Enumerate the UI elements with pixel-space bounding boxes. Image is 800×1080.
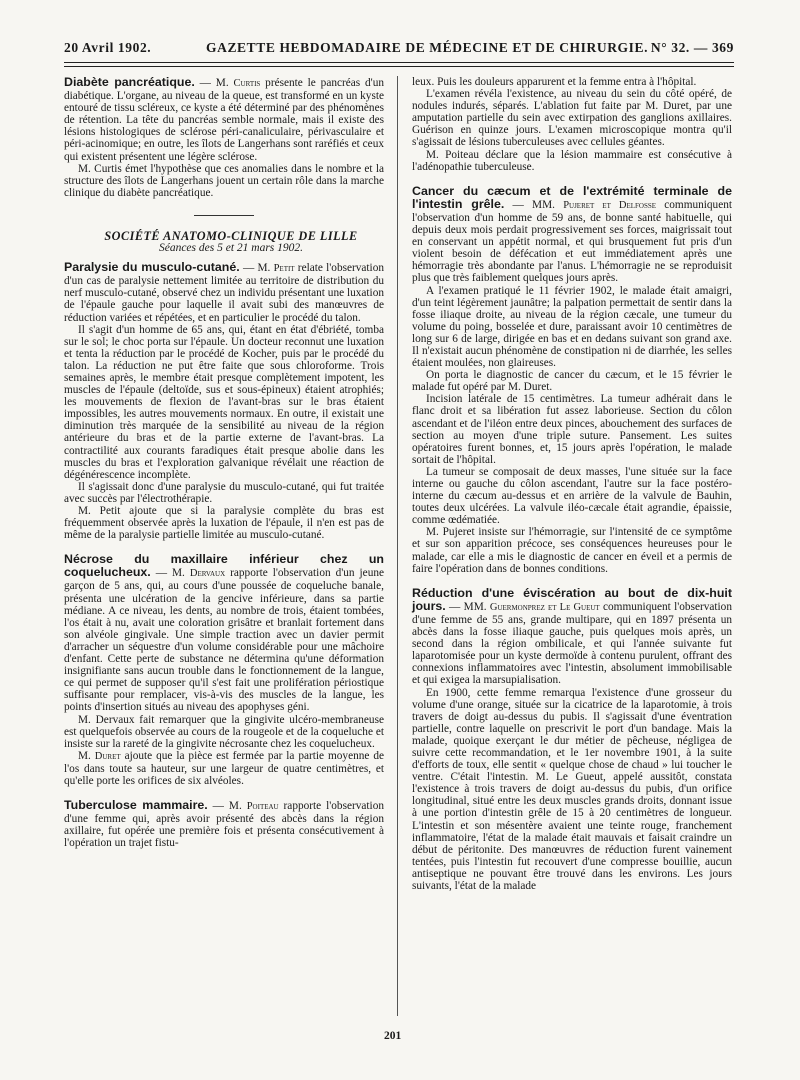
article-title-cancer: Cancer du cæcum et de l'extrémité terminale de l'intestin grêle.	[412, 183, 732, 211]
article-title-eviscer: Réduction d'une éviscération au bout de dix-huit jours.	[412, 585, 732, 613]
article-necrose-intro	[64, 553, 384, 713]
text-run: ajoute que la pièce est fermée par la partie moyenne de l'os dans toute sa hauteur, sur une largeur de quatre centimètres, et qu'elle porte les orifices de six alvéoles.	[64, 749, 384, 787]
paragraph	[64, 750, 384, 787]
text-run: rapporte l'observation d'une femme qui, après avoir présenté des abcès dans la région axillaire, fut opérée une première fois et présenta consécutivement à l'opération un trajet fistu-	[64, 800, 384, 850]
article-title-necrose: Nécrose du maxillaire inférieur chez un coquelucheux.	[64, 552, 384, 580]
text-run: communiquent l'observation d'une femme de 55 ans, grande multipare, qui en 1897 présenta un abcès dans la fosse iliaque gauche, puis quelques mois après, un second dans la région ombilicale, et qui l'année suivante fut laparotomisée pour un kyste dermoïde à contenu purulent, offrant des connexions inflammatoires avec l'intestin, absolument immobilisable et qui exigea la marsupialisation.	[412, 600, 732, 687]
paragraph: Incision latérale de 15 centimètres. La tumeur adhérait dans le flanc droit et sa libération fut assez laborieuse. Section du côlon ascendant et de l'iléon entre deux pinces, abouchement des surfaces de section au moyen d'une triple suture. Pansement. Les suites opératoires furent bonnes, et, 15 jours après l'opération, le malade sortait de l'hôpital.	[412, 393, 732, 466]
text-run: — M.	[194, 77, 234, 89]
text-run: relate l'observation d'un cas de paralysie nettement limitée au territoire de distribution du nerf musculo-cutané, observé chez un individu présentant une luxation de l'épaule gauche pour laquelle il avait subi des manœuvres de réduction variées et répétées, et en particulier le procédé du talon.	[64, 262, 384, 324]
article-title-tuberculose: Tuberculose mammaire.	[64, 798, 208, 813]
text-run: présente le pancréas d'un diabétique. L'organe, au niveau de la queue, est transformé en un kyste entouré de tissu scléreux, ce kyste a été déterminé par des phénomènes de rétention. La tête du pancréas semble normale, mais il existe des lésions histologiques de sclérose péri-canaliculaire, périvasculaire et péri-acinomique; en outre, les îlots de Langerhans sont raréfiés et ceux qui existent présentent une légère sclérose.	[64, 77, 385, 163]
society-sessions: Séances des 5 et 21 mars 1902.	[158, 242, 304, 255]
article-tuberculose-intro	[64, 799, 384, 849]
article-diabete-intro	[64, 76, 384, 163]
article-title-paralysie: Paralysie du musculo-cutané.	[64, 260, 240, 275]
society-heading: SOCIÉTÉ ANATOMO-CLINIQUE DE LILLE	[104, 228, 358, 243]
author-name: Guermonprez et Le Gueut	[489, 601, 600, 613]
text-run: rapporte l'observation d'un jeune garçon de 5 ans, qui, au cours d'une poussée de coqueluche banale, présenta une ulcération de la gencive inférieure, dans sa partie médiane. A ce niveau, les dents, au nombre de trois, étaient tombées, l'os était à nu, avait une coloration grisâtre et branlait fortement dans son alvéole gingivale. Une simple traction avec un davier permit d'arracher un séquestre d'un volume considérable pour une mâchoire d'enfant. Cette perte de substance ne détermina qu'une déformation insignifiante sans aucun trouble dans le fonctionnement de la langue, ce qui permet de supposer qu'il s'est fait une prolifération périostique suffisante pour remplacer, vis-à-vis des muscles de la langue, les points d'insertion situés au niveau des apophyses géni.	[64, 567, 385, 714]
text-run: M.	[78, 749, 95, 762]
paragraph: M. Curtis émet l'hypothèse que ces anomalies dans le nombre et la structure des îlots de Langerhans jouent un certain rôle dans la marche clinique du diabète pancréatique.	[64, 162, 384, 199]
left-column	[64, 76, 384, 849]
author-name: Poiteau	[246, 801, 279, 813]
author-name: Petit	[273, 263, 295, 275]
header-date: 20 Avril 1902.	[64, 40, 152, 55]
author-name: Pujeret et Delfosse	[563, 199, 657, 211]
paragraph: M. Dervaux fait remarquer que la gingivite ulcéro-membraneuse est quelquefois observée au cours de la rougeole et de la coqueluche et insiste sur la rareté de la gingivite nécrosante chez les coquelucheux.	[64, 713, 384, 750]
paragraph: A l'examen pratiqué le 11 février 1902, le malade était amaigri, d'un teint légèrement jaunâtre; la palpation permettait de sentir dans la fosse iliaque droite, au niveau de la région cæcale, une tumeur du volume du poing, bosselée et dure, paraissant avoir 10 centimètres de long sur 6 de large, dirigée en bas et en dedans suivant son grand axe. Il n'existait aucun phénomène de constipation ni de diarrhée, les selles étaient moulées, non glaireuses.	[412, 284, 732, 370]
page-folio: 201	[384, 1030, 402, 1042]
article-paralysie-intro	[64, 261, 384, 323]
header-journal-title: GAZETTE HEBDOMADAIRE DE MÉDECINE ET DE CHIRURGIE.	[206, 40, 649, 55]
article-cancer-intro	[412, 185, 732, 285]
paragraph: La tumeur se composait de deux masses, l'une située sur la face interne ou gauche du côlon ascendant, l'autre sur la face postéro-interne du cæcum au-dessus et en arrière de la valvule de Bauhin, toutes deux ulcérées. La valvule iléo-cæcale était agrandie, épaissie, comme œdématiée.	[412, 465, 732, 527]
header-issue-page: N° 32. — 369	[650, 40, 734, 55]
text-run: — MM.	[445, 600, 490, 613]
paragraph: leux. Puis les douleurs apparurent et la femme entra à l'hôpital.	[412, 76, 697, 88]
paragraph: Il s'agit d'un homme de 65 ans, qui, étant en état d'ébriété, tomba sur le sol; le choc porta sur l'épaule. Un docteur reconnut une luxation et tenta la réduction par le procédé de Kocher, puis par le procédé du talon. La réduction ne put être faite que sous chloroforme. Trois semaines après, le membre était presque complètement impotent, les muscles de l'épaule (deltoïde, sus et sous-épineux) étaient atrophiés; les mouvements de flexion de l'avant-bras sur le bras étaient impossibles, les autres mouvements normaux. En outre, il existait une diminution très marquée de la sensibilité au niveau de la région antérieure du bras et de la partie externe de l'avant-bras. La contractilité aux courants faradiques était presque abolie dans les muscles du bras et l'exploration galvanique révélait une réaction de dégénérescence incomplète.	[64, 323, 384, 481]
author-name: Dervaux	[189, 568, 226, 580]
paragraph: M. Poiteau déclare que la lésion mammaire est consécutive à l'adénopathie tuberculeuse.	[412, 148, 732, 173]
paragraph: Il s'agissait donc d'une paralysie du musculo-cutané, qui fut traitée avec succès par l'électrothérapie.	[64, 480, 384, 505]
text-run: communiquent l'observation d'un homme de 59 ans, de bonne santé habituelle, qui depuis deux mois perdait progressivement ses forces, maigrissait tout en conservant un appétit normal, et qui brusquement fut pris d'un violent besoin de défécation et eut immédiatement après une hémorragie très abondante par l'anus. L'hémorragie ne se reproduisit plus que très faiblement quelques jours après.	[412, 198, 733, 285]
text-run: — MM.	[504, 198, 564, 211]
header-rule-top	[64, 62, 734, 63]
header-rule-bottom	[64, 66, 734, 67]
section-separator	[194, 215, 254, 216]
author-name: Curtis	[233, 78, 261, 89]
text-run: — M.	[150, 567, 190, 580]
paragraph: M. Petit ajoute que si la paralysie complète du bras est fréquemment observée après la luxation de l'épaule, il n'en est pas de même de la paralysie partielle limitée au musculo-cutané.	[64, 505, 384, 542]
author-name: Duret	[94, 750, 121, 762]
article-title-diabete: Diabète pancréatique.	[64, 75, 195, 89]
paragraph: En 1900, cette femme remarqua l'existence d'une grosseur du volume d'une orange, située sur la cicatrice de la laparotomie, à trois travers de doigt au-dessus du pubis. Il s'agissait d'une éventration partielle, contre laquelle on prescrivit le port d'un bandage. Mais la malade, quoique exerçant le dur métier de pêcheuse, négligea de suivre cette recommandation, et le 1er novembre 1901, à la suite d'efforts de toux, elle sentit « quelque chose de chaud » lui toucher le ventre. C'était l'intestin. M. Le Gueut, appelé aussitôt, constata l'existence à trois travers de doigt au-dessus du pubis, d'un orifice longitudinal, situé entre les deux muscles grands droits, donnant issue à une portion d'intestin grêle de 15 à 20 centimètres de longueur. L'intestin et son mésentère avaient une teinte rouge, franchement inflammatoire, l'état de la malade était mauvais et faisait craindre un début de péritonite. Des manœuvres de réduction furent vainement tentées, puis l'intestin fut recouvert d'une compresse bouillie, aucun antiseptique ne pouvant être trouvé dans les environs. Les jours suivants, l'état de la malade	[412, 686, 732, 892]
column-divider	[397, 76, 398, 1016]
article-eviscer-intro	[412, 587, 732, 687]
text-run: — M.	[207, 800, 247, 813]
paragraph: L'examen révéla l'existence, au niveau du sein du côté opéré, de nodules indurés, séparés. L'ablation fut faite par M. Duret, par une amputation partielle du sein avec extirpation des ganglions axillaires. Guérison en quinze jours. L'examen microscopique montra qu'il s'agissait de lésions tuberculeuses avec cellules géantes.	[412, 88, 732, 149]
text-run: — M.	[239, 262, 274, 275]
paragraph: M. Pujeret insiste sur l'hémorragie, sur l'intensité de ce symptôme et sur son apparition précoce, ses conséquences heureuses pour le malade, car elle a mis le diagnostic de cancer en éveil et a permis de faire l'opération dans de bonnes conditions.	[412, 526, 732, 575]
paragraph: On porta le diagnostic de cancer du cæcum, et le 15 février le malade fut opéré par M. Duret.	[412, 369, 732, 394]
right-column	[412, 76, 732, 892]
running-header	[64, 40, 734, 60]
